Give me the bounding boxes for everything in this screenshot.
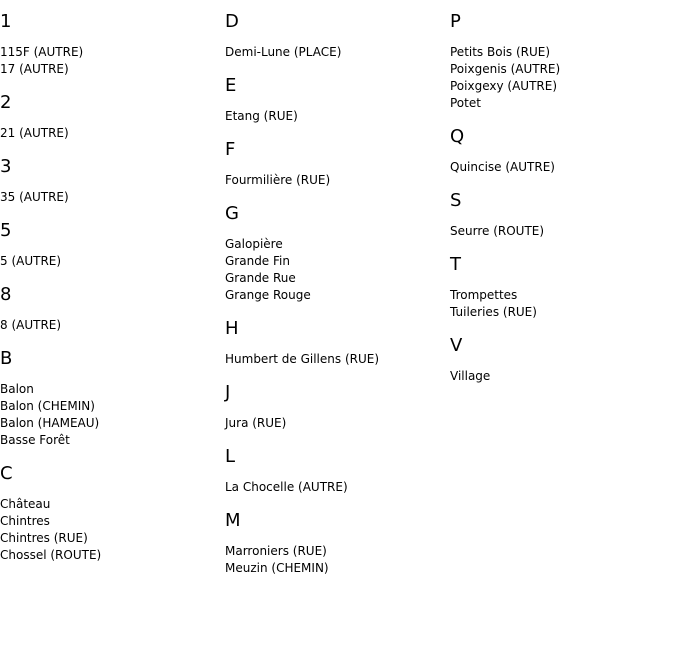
street-list-item — [450, 61, 675, 78]
street-link[interactable]: Etang (RUE) — [225, 109, 298, 123]
street-list-item — [0, 44, 225, 61]
street-link[interactable]: Village — [450, 369, 491, 383]
street-link[interactable]: Chintres — [0, 514, 50, 528]
street-link[interactable]: Seurre (ROUTE) — [450, 224, 545, 238]
street-link[interactable]: Grange Rouge — [225, 288, 311, 302]
street-list-item — [0, 496, 225, 513]
letter-group — [450, 126, 675, 176]
street-list-item — [225, 415, 450, 432]
street-list — [0, 125, 225, 142]
letter-group — [0, 463, 225, 564]
street-list-item — [225, 108, 450, 125]
letter-group — [225, 203, 450, 304]
letter-group — [450, 335, 675, 385]
letter-heading: 2 — [0, 92, 12, 113]
letter-group — [0, 284, 225, 334]
street-list-item — [225, 479, 450, 496]
street-link[interactable]: Galopière — [225, 237, 283, 251]
street-link[interactable]: 35 (AUTRE) — [0, 190, 69, 204]
street-list — [0, 496, 225, 564]
street-list-item — [0, 513, 225, 530]
street-list-item — [450, 223, 675, 240]
street-link[interactable]: Meuzin (CHEMIN) — [225, 561, 329, 575]
street-list-item — [0, 381, 225, 398]
street-list — [450, 368, 675, 385]
street-list-item — [225, 236, 450, 253]
street-list-item — [225, 270, 450, 287]
letter-heading: S — [450, 190, 462, 211]
index-column-3 — [450, 0, 675, 399]
street-link[interactable]: Quincise (AUTRE) — [450, 160, 555, 174]
letter-heading: C — [0, 463, 13, 484]
street-list — [0, 253, 225, 270]
street-list-item — [225, 172, 450, 189]
street-link[interactable]: Poixgenis (AUTRE) — [450, 62, 561, 76]
letter-group — [0, 156, 225, 206]
letter-heading: 8 — [0, 284, 12, 305]
street-link[interactable]: 8 (AUTRE) — [0, 318, 62, 332]
street-link[interactable]: Jura (RUE) — [225, 416, 287, 430]
street-list-item — [0, 189, 225, 206]
letter-heading: J — [225, 382, 231, 403]
street-list — [450, 44, 675, 112]
letter-group — [450, 190, 675, 240]
street-list-item — [0, 398, 225, 415]
street-list — [225, 236, 450, 304]
street-link[interactable]: Potet — [450, 96, 481, 110]
street-link[interactable]: Balon (HAMEAU) — [0, 416, 100, 430]
letter-group — [0, 348, 225, 449]
street-list — [225, 415, 450, 432]
street-list — [0, 189, 225, 206]
letter-heading: M — [225, 510, 241, 531]
street-link[interactable]: Trompettes — [450, 288, 518, 302]
street-list-item — [450, 304, 675, 321]
street-link[interactable]: Chossel (ROUTE) — [0, 548, 102, 562]
street-link[interactable]: 115F (AUTRE) — [0, 45, 84, 59]
street-list-item — [450, 287, 675, 304]
letter-heading: 1 — [0, 11, 12, 32]
letter-heading: F — [225, 139, 236, 160]
street-list — [225, 351, 450, 368]
street-list — [225, 479, 450, 496]
street-list-item — [225, 253, 450, 270]
letter-heading: E — [225, 75, 237, 96]
street-link[interactable]: Balon (CHEMIN) — [0, 399, 95, 413]
street-link[interactable]: Demi-Lune (PLACE) — [225, 45, 342, 59]
letter-group — [225, 318, 450, 368]
letter-group — [450, 11, 675, 112]
street-link[interactable]: Petits Bois (RUE) — [450, 45, 551, 59]
letter-group — [225, 446, 450, 496]
street-list-item — [0, 125, 225, 142]
street-link[interactable]: 21 (AUTRE) — [0, 126, 69, 140]
street-list-item — [225, 560, 450, 577]
letter-heading: B — [0, 348, 13, 369]
street-link[interactable]: Basse Forêt — [0, 433, 70, 447]
street-list-item — [450, 95, 675, 112]
street-list-item — [450, 78, 675, 95]
street-list — [450, 287, 675, 321]
street-list-item — [225, 44, 450, 61]
street-list-item — [0, 253, 225, 270]
street-link[interactable]: Tuileries (RUE) — [450, 305, 537, 319]
letter-group — [225, 382, 450, 432]
street-list-item — [0, 61, 225, 78]
letter-group — [225, 11, 450, 61]
letter-heading: Q — [450, 126, 465, 147]
letter-heading: L — [225, 446, 236, 467]
street-list-item — [450, 159, 675, 176]
index-column-2 — [225, 0, 450, 591]
street-link[interactable]: Chintres (RUE) — [0, 531, 88, 545]
street-link[interactable]: 17 (AUTRE) — [0, 62, 69, 76]
street-link[interactable]: Humbert de Gillens (RUE) — [225, 352, 380, 366]
street-link[interactable]: Château — [0, 497, 51, 511]
street-list-item — [450, 44, 675, 61]
street-list-item — [0, 432, 225, 449]
street-list — [450, 223, 675, 240]
letter-group — [0, 11, 225, 78]
letter-group — [225, 139, 450, 189]
street-list-item — [0, 530, 225, 547]
letter-heading: H — [225, 318, 239, 339]
street-link[interactable]: Poixgexy (AUTRE) — [450, 79, 557, 93]
street-list-item — [225, 287, 450, 304]
letter-heading: G — [225, 203, 239, 224]
street-link[interactable]: Grande Rue — [225, 271, 296, 285]
street-list — [0, 44, 225, 78]
street-list-item — [450, 368, 675, 385]
street-list — [225, 108, 450, 125]
street-list — [450, 159, 675, 176]
letter-group — [225, 75, 450, 125]
letter-heading: D — [225, 11, 239, 32]
street-list-item — [0, 547, 225, 564]
street-list-item — [0, 415, 225, 432]
street-link[interactable]: Grande Fin — [225, 254, 290, 268]
street-link[interactable]: 5 (AUTRE) — [0, 254, 62, 268]
letter-group — [450, 254, 675, 321]
street-link[interactable]: La Chocelle (AUTRE) — [225, 480, 348, 494]
street-list — [0, 317, 225, 334]
letter-group — [0, 220, 225, 270]
street-link[interactable]: Balon — [0, 382, 34, 396]
letter-heading: V — [450, 335, 463, 356]
street-link[interactable]: Fourmilière (RUE) — [225, 173, 331, 187]
street-list — [0, 381, 225, 449]
street-link[interactable]: Marroniers (RUE) — [225, 544, 327, 558]
street-list-item — [0, 317, 225, 334]
street-list — [225, 44, 450, 61]
letter-heading: 5 — [0, 220, 12, 241]
street-list — [225, 543, 450, 577]
letter-group — [225, 510, 450, 577]
street-list-item — [225, 543, 450, 560]
letter-heading: T — [450, 254, 461, 275]
street-list — [225, 172, 450, 189]
letter-heading: 3 — [0, 156, 12, 177]
letter-group — [0, 92, 225, 142]
index-column-1 — [0, 0, 225, 578]
letter-heading: P — [450, 11, 461, 32]
street-list-item — [225, 351, 450, 368]
